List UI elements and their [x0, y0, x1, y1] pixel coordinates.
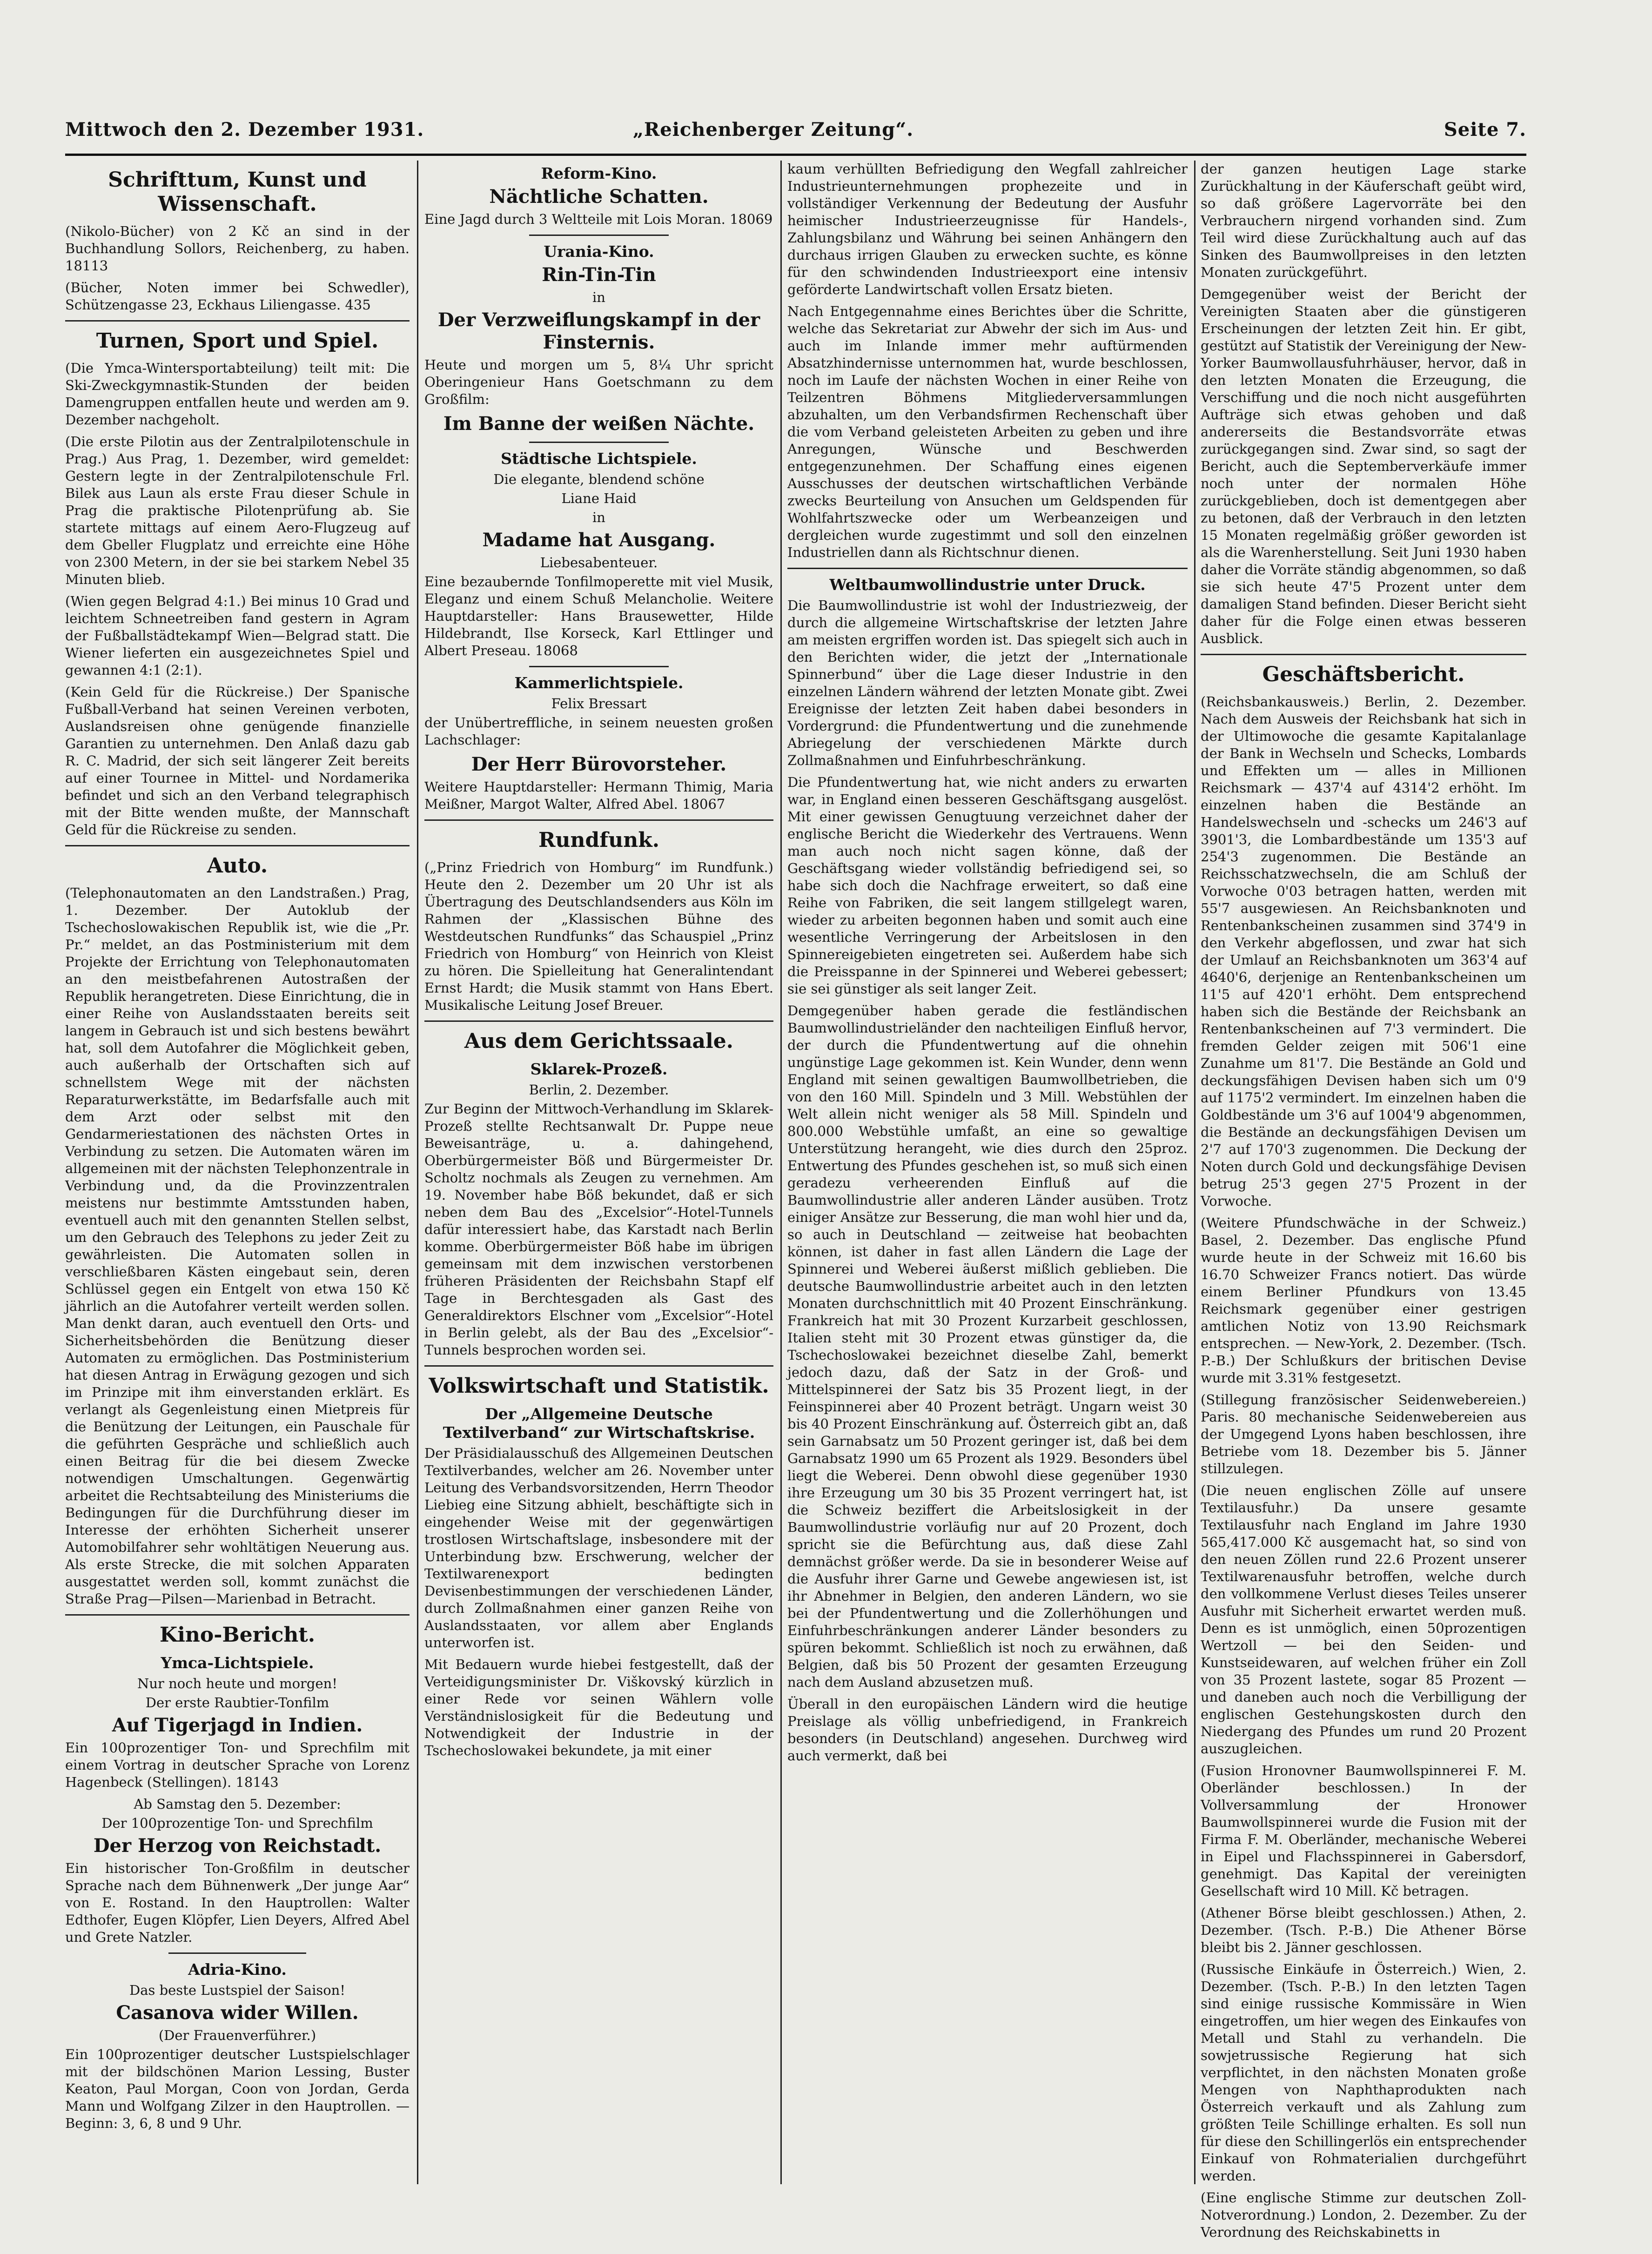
article-paragraph: (Die Ymca-Wintersportabteilung) teilt mit: Die Ski-Zweckgymnastik-Stunden der beiden Damengruppen entfallen heute und werden am 9. Dezember nachgeholt.	[65, 360, 410, 428]
divider	[424, 1020, 773, 1022]
cinema-name: Ymca-Lichtspiele.	[161, 1654, 314, 1672]
film-title: Im Banne der weißen Nächte.	[443, 413, 755, 435]
article-paragraph: Heute und morgen um 5, 8¼ Uhr spricht Oberingenieur Hans Goetschmann zu dem Großfilm:	[424, 357, 773, 407]
cinema-name: Städtische Lichtspiele.	[501, 449, 697, 468]
notice-line: Die elegante, blendend schöne	[493, 471, 705, 487]
article-paragraph: (Wien gegen Belgrad 4:1.) Bei minus 10 Grad und leichtem Schneetreiben fand gestern in Agram der Fußballstädtekampf Wien—Belgrad statt. Die Wiener lieferten ein ausgezeichnetes Spiel und gewannen 4:1 (2:1).	[65, 593, 410, 678]
notice-line: Liebesabenteuer.	[540, 555, 658, 570]
notice-line: (Der Frauenverführer.)	[158, 2027, 316, 2043]
article-paragraph: Demgegenüber haben gerade die festländischen Baumwollindustrieländer den nachteiligen Einfluß hervor, der durch die Pfundentwertung auf die ohnehin ungünstige Lage gekommen ist. Kein Wunder, denn wenn England mit seinen gewaltigen Baumwollbetrieben, die von den 160 Mill. Spindeln und 3 Mill. Webstühlen der Welt allein nicht weniger als 58 Mill. Spindeln und 800.000 Webstühle umfaßt, an eine so gewaltige Unterstützung herangeht, wie dies durch den 25proz. Entwertung des Pfundes geschehen ist, so muß sich einen geradezu verheerenden Einfluß auf die Baumwollindustrie aller anderen Länder ausüben. Trotz einiger Ansätze zur Besserung, die man wohl hier und da, so auch in Deutschland — zeitweise hat beobachten können, ist daher in fast allen Ländern die Lage der Spinnerei und Weberei äußerst mißlich geblieben. Die deutsche Baumwollindustrie arbeitet auch in den letzten Monaten durchschnittlich mit 40 Prozent Einschränkung. Frankreich hat mit 30 Prozent Kurzarbeit geschlossen, Italien steht mit 30 Prozent etwas günstiger da, die Tschechoslowakei bezeichnet dieselbe Zahl, bemerkt jedoch dazu, daß der Satz in der Groß- und Mittelspinnerei der Satz bis 35 Prozent liegt, in der Feinspinnerei aber 40 Prozent beträgt. Ungarn weist 30 bis 40 Prozent Einschränkung auf. Österreich gibt an, daß sein Garnabsatz um 50 Prozent geringer ist, daß bei dem Garnabsatz 1990 um 65 Prozent als 1929. Besonders übel liegt die Weberei. Denn obwohl diese gegenüber 1930 ihre Erzeugung um 30 bis 35 Prozent verringert hat, ist die Schweiz beziffert die Arbeitslosigkeit in der Baumwollindustrie vorläufig nur auf 20 Prozent, doch spricht sie die Befürchtung aus, daß diese Zahl demnächst größer werde. Da sie in besonderer Weise auf die Ausfuhr ihrer Garne und Gewebe angewiesen ist, ist ihr Abnehmer in Belgien, den anderen Ländern, wo sie bei der Pfundentwertung und die Zollerhöhungen und Einfuhrbeschränkungen anderer Länder besonders zu spüren bekommt. Schließlich ist noch zu erwähnen, daß Belgien, daß bis 50 Prozent der gesamten Erzeugung nach dem Ausland abzusetzen muß.	[787, 1003, 1188, 1690]
film-title: Madame hat Ausgang.	[482, 529, 716, 551]
cinema-name: Adria-Kino.	[188, 1960, 287, 1979]
article-paragraph: Überall in den europäischen Ländern wird die heutige Preislage als völlig unbefriedigend, in Frankreich besonders (in Deutschland) angesehen. Durchweg wird auch vermerkt, daß bei	[787, 1696, 1188, 1764]
film-title: Casanova wider Willen.	[116, 2002, 359, 2024]
cinema-name: Urania-Kino.	[544, 242, 654, 261]
article-paragraph: (Fusion Hronovner Baumwollspinnerei F. M. Oberländer beschlossen.) In der Vollversammlung der Hronower Baumwollspinnerei wurde die Fusion mit der Firma F. M. Oberländer, mechanische Weberei in Eipel und Flachsspinnerei in Gabersdorf, genehmigt. Das Kapital der vereinigten Gesellschaft wird 10 Mill. Kč betragen.	[1201, 1763, 1526, 1899]
divider	[168, 1952, 306, 1954]
article-paragraph: (Nikolo-Bücher) von 2 Kč an sind in der Buchhandlung Sollors, Reichenberg, zu haben. 18113	[65, 223, 410, 274]
column-rule	[780, 161, 782, 2184]
article-paragraph: (Russische Einkäufe in Österreich.) Wien, 2. Dezember. (Tsch. P.-B.) In den letzten Tagen sind einige russische Kommissäre in Wien eingetroffen, um hier wegen des Einkaufes von Metall und Stahl zu verhandeln. Die sowjetrussische Regierung hat sich verpflichtet, in den nächsten Monaten große Mengen von Naphthaprodukten nach Österreich verkauft und als Zahlung zum größten Teile Schillinge erhalten. Es soll nun für diese den Schillingerlös ein entsprechender Einkauf von Rohmaterialien durchgeführt werden.	[1201, 1961, 1527, 2184]
notice-line: Ab Samstag den 5. Dezember:	[134, 1796, 341, 1812]
article-paragraph: (Eine englische Stimme zur deutschen Zoll-Notverordnung.) London, 2. Dezember. Zu der Verordnung des Reichskabinetts in	[1201, 2190, 1526, 2240]
column-2	[424, 161, 773, 2184]
article-paragraph: Mit Bedauern wurde hiebei festgestellt, daß der Verteidigungsminister Dr. Viškovský kürzlich in einer Rede vor seinen Wählern volle Verständnislosigkeit für die Bedeutung und Notwendigkeit der Industrie in der Tschechoslowakei bekundete, ja mit einer	[424, 1657, 773, 1758]
notice-line: Das beste Lustspiel der Saison!	[129, 1982, 346, 1998]
article-paragraph: (Weitere Pfundschwäche in der Schweiz.) Basel, 2. Dezember. Das englische Pfund wurde heute in der Schweiz mit 16.60 bis 16.70 Schweizer Francs notiert. Das würde einem Berliner Pfundkurs von 13.45 Reichsmark gegenüber einer gestrigen amtlichen Notiz von 13.90 Reichsmark entsprechen. — New-York, 2. Dezember. (Tsch. P.-B.) Der Schlußkurs der britischen Devise wurde mit 3.31% festgesetzt.	[1201, 1215, 1526, 1386]
film-title: Der Verzweiflungskampf in der Finsternis.	[437, 309, 760, 353]
article-paragraph: Zur Beginn der Mittwoch-Verhandlung im Sklarek-Prozeß stellte Rechtsanwalt Dr. Puppe neue Beweisanträge, u. a. dahingehend, Oberbürgermeister Böß und Bürgermeister Dr. Scholtz nochmals als Zeugen zu vernehmen. Am 19. November habe Böß bekundet, daß er sich neben dem Bau des „Excelsior“-Hotel-Tunnels dafür interessiert habe, das Karstadt nach Berlin komme. Oberbürgermeister Böß habe im übrigen gemeinsam mit dem inzwischen verstorbenen früheren Präsidenten der Reichsbahn Stapf elf Tage in Berchtesgaden als Gast des Generaldirektors Elschner vom „Excelsior“-Hotel in Berlin gelebt, als der Bau des „Excelsior“-Tunnels besprochen worden sei.	[424, 1101, 773, 1358]
divider	[529, 442, 669, 443]
divider	[65, 1614, 410, 1616]
divider	[1201, 654, 1526, 655]
film-title: Nächtliche Schatten.	[489, 186, 709, 208]
header-page-number: Seite 7.	[1444, 119, 1526, 141]
notice-line: Der erste Raubtier-Tonfilm	[145, 1695, 329, 1711]
article-paragraph: Die Baumwollindustrie ist wohl der Industriezweig, der durch die allgemeine Wirtschaftskrise der letzten Jahre am meisten ergriffen worden ist. Das spiegelt sich auch in den Berichten wider, die jetzt der „Internationale Spinnerbund“ über die Lage dieser Industrie in den einzelnen Ländern während der letzten Monate gibt. Zwei Ereignisse der letzten Zeit haben dabei besonders in Vordergrund: die Pfundentwertung und die zunehmende Abriegelung der verschiedenen Märkte durch Zollmaßnahmen und Einfuhrbeschränkung.	[787, 597, 1188, 768]
section-title: Schrifttum, Kunst und Wissenschaft.	[108, 168, 367, 216]
column-rule	[417, 161, 418, 2184]
section-title: Auto.	[207, 854, 268, 878]
article-paragraph: kaum verhüllten Befriedigung den Wegfall zahlreicher Industrieunternehmungen prophezeite und in vollständiger Verkennung der Bedeutung der Ausfuhr heimischer Industrieerzeugnisse für Handels-, Zahlungsbilanz und Währung bei seinen Anhängern den durchaus irrigen Glauben zu erwecken suchte, es könne für den schwindenden Industrieexport eine intensiv geförderte Landwirtschaft vollen Ersatz bieten.	[787, 161, 1188, 297]
article-paragraph: (Die neuen englischen Zölle auf unsere Textilausfuhr.) Da unsere gesamte Textilausfuhr nach England im Jahre 1930 565,417.000 Kč ausgemacht hat, so sind von den neuen Zöllen rund 22.6 Prozent unserer Textilwarenausfuhr betroffen, welche durch den vollkommene Verlust dieses Teiles unserer Ausfuhr mit Sicherheit erwartet werden muß. Denn es ist unmöglich, einen 50prozentigen Wertzoll — bei den Seiden- und Kunstseidewaren, auf welchen früher ein Zoll von 35 Prozent lastete, sogar 85 Prozent — und daneben auch noch die Verbilligung der englischen Gestehungskosten durch den Niedergang des Pfundes um rund 20 Prozent auszugleichen.	[1201, 1483, 1526, 1757]
section-title: Turnen, Sport und Spiel.	[96, 329, 379, 353]
notice-line: Liane Haid	[561, 490, 637, 506]
article-paragraph: Die Pfundentwertung hat, wie nicht anders zu erwarten war, in England einen besseren Geschäftsgang ausgelöst. Mit einer gewissen Genugtuung verzeichnet daher der englische Bericht die Wiederkehr des Vertrauens. Wenn man auch noch nicht sagen könne, daß der Geschäftsgang wieder vollständig befriedigend sei, so habe sich doch die Nachfrage erweitert, so daß eine Reihe von Fabriken, die seit langem stillgelegt waren, wieder zu arbeiten begonnen haben und somit auch eine wesentliche Verringerung der Arbeitslosen in den Spinnereigebieten eingetreten sei. Außerdem habe sich die Preisspanne in der Spinnerei und Weberei gebessert; sie sei günstiger als seit langer Zeit.	[787, 774, 1188, 997]
notice-line: in	[592, 510, 605, 525]
notice-line: Der 100prozentige Ton- und Sprechfilm	[101, 1815, 373, 1831]
article-title: Weltbaumwollindustrie unter Druck.	[829, 576, 1146, 594]
section-title: Geschäftsbericht.	[1262, 663, 1465, 686]
article-paragraph: Ein 100prozentiger deutscher Lustspielschlager mit der bildschönen Marion Lessing, Buster Keaton, Paul Morgan, Coon von Jordan, Gerda Mann und Wolfgang Zilzer in den Hauptrollen. — Beginn: 3, 6, 8 und 9 Uhr.	[65, 2046, 410, 2131]
column-rule	[1194, 161, 1195, 2184]
article-paragraph: Der Präsidialausschuß des Allgemeinen Deutschen Textilverbandes, welcher am 26. November unter Leitung des Verbandsvorsitzenden, Herrn Theodor Liebieg eine Sitzung abhielt, beschäftigte sich in eingehender Weise mit der gegenwärtigen trostlosen Wirtschaftslage, insbesondere mit der Unterbindung bzw. Erschwerung, welcher der Textilwarenexport bedingten Devisenbestimmungen der verschiedenen Länder, durch Zollmaßnahmen einer ganzen Reihe von Auslandsstaaten, vor allem aber Englands unterworfen ist.	[424, 1445, 773, 1650]
section-title: Aus dem Gerichtssaale.	[464, 1029, 733, 1053]
divider	[65, 845, 410, 846]
article-subtitle: Sklarek-Prozeß.	[530, 1060, 668, 1078]
divider	[424, 1365, 773, 1367]
cinema-name: Kammerlichtspiele.	[514, 674, 684, 692]
section-title: Rundfunk.	[538, 828, 660, 852]
header-date: Mittwoch den 2. Dezember 1931.	[65, 119, 424, 141]
article-paragraph: Ein historischer Ton-Großfilm in deutscher Sprache nach dem Bühnenwerk „Der junge Aar“ von E. Rostand. In den Hauptrollen: Walter Edthofer, Eugen Klöpfer, Lien Deyers, Alfred Abel und Grete Natzler.	[65, 1860, 410, 1945]
notice-line: in	[592, 289, 605, 305]
article-paragraph: der ganzen heutigen Lage starke Zurückhaltung in der Käuferschaft geübt wird, so daß größere Lagervorräte bei den Verbrauchern nirgend vorhanden sind. Zum Teil wird diese Zurückhaltung auch auf das Sinken des Baumwollpreises in den letzten Monaten zurückgeführt.	[1201, 161, 1526, 280]
divider	[424, 819, 773, 821]
film-title: Der Herr Bürovorsteher.	[471, 753, 727, 775]
article-paragraph: Demgegenüber weist der Bericht der Vereinigten Staaten aber die günstigeren Erscheinungen der letzten Zeit hin. Er gibt, gestützt auf Statistik der Vereinigung der New-Yorker Baumwollausfuhrhäuser, hervor, daß in den letzten Monaten die Erzeugung, die Verschiffung und die noch nicht ausgeführten Aufträge sich etwas gehoben und daß andererseits die Bestandsvorräte etwas zurückgegangen sind. Zwar sind, so sagt der Bericht, auch die Septemberverkäufe immer noch unter der normalen Höhe zurückgeblieben, doch ist dementgegen aber zu betonen, daß der Verbrauch in den letzten 15 Monaten regelmäßig größer geworden ist als die Warenherstellung. Seit Juni 1930 haben daher die Vorräte ständig abgenommen, so daß sie sich heute 47'5 Prozent unter dem damaligen Stand befinden. Dieser Bericht sieht daher für die Folge einen etwas besseren Ausblick.	[1201, 286, 1526, 646]
cinema-name: Reform-Kino.	[541, 164, 657, 182]
article-paragraph: Ein 100prozentiger Ton- und Sprechfilm mit einem Vortrag in deutscher Sprache von Lorenz Hagenbeck (Stellingen). 18143	[65, 1740, 410, 1790]
section-title: Volkswirtschaft und Statistik.	[429, 1374, 769, 1398]
article-subtitle: Der „Allgemeine Deutsche Textilverband“ zur Wirtschaftskrise.	[443, 1405, 755, 1442]
divider	[529, 666, 669, 667]
article-paragraph: („Prinz Friedrich von Homburg“ im Rundfunk.) Heute den 2. Dezember um 20 Uhr ist als Übertragung des Deutschlandsenders aus Köln im Rahmen der „Klassischen Bühne des Westdeutschen Rundfunks“ das Schauspiel „Prinz Friedrich von Homburg“ von Heinrich von Kleist zu hören. Die Spielleitung hat Generalintendant Ernst Hardt; die Musik stammt von Hans Ebert. Musikalische Leitung Josef Breuer.	[424, 859, 773, 1013]
header-rule	[65, 154, 1526, 156]
section-title: Kino-Bericht.	[159, 1623, 316, 1647]
article-paragraph: (Bücher, Noten immer bei Schwedler), Schützengasse 23, Eckhaus Liliengasse. 435	[65, 280, 410, 313]
column-4	[1201, 161, 1527, 2240]
article-paragraph: (Kein Geld für die Rückreise.) Der Spanische Fußball-Verband hat seinen Vereinen verboten, Auslandsreisen ohne genügende finanzielle Garantien zu unternehmen. Den Anlaß dazu gab R. C. Madrid, der sich seit längerer Zeit bereits auf einer Tournee in Mittel- und Nordamerika befindet und sich an den Verband telegraphisch mit der Bitte wenden mußte, der Mannschaft Geld für die Rückreise zu senden.	[65, 684, 410, 838]
page-header	[65, 119, 1526, 147]
article-paragraph: (Telephonautomaten an den Landstraßen.) Prag, 1. Dezember. Der Autoklub der Tschechoslowakischen Republik ist, wie die „Pr. Pr.“ meldet, an das Postministerium mit dem Projekte der Errichtung von Telephonautomaten an den meistbefahrenen Autostraßen der Republik herangetreten. Diese Einrichtung, die in einer Reihe von Auslandsstaaten bereits seit langem in Gebrauch ist und sich bestens bewährt hat, soll dem Autofahrer die Möglichkeit geben, auch außerhalb der Ortschaften sich auf schnellstem Wege mit der nächsten Reparaturwerkstätte, im Bedarfsfalle auch mit dem Arzt oder selbst mit den Gendarmeriestationen des nächsten Ortes in Verbindung zu setzen. Die Automaten wären im allgemeinen mit der nächsten Telephonzentrale in Verbindung und, da die Provinzzentralen meistens nur bestimmte Amtsstunden haben, eventuell auch mit den genannten Stellen selbst, um den Gebrauch des Telephons zu jeder Zeit zu gewährleisten. Die Automaten sollen in verschließbaren Kästen eingebaut sein, deren Schlüssel gegen ein Entgelt von etwa 150 Kč jährlich an die Autofahrer verteilt werden sollen. Man denkt daran, auch eventuell den Orts- und Sicherheitsbehörden die Benützung dieser Automaten zu ermöglichen. Das Postministerium hat diesen Antrag in Erwägung gezogen und sich im Prinzipe mit ihm einverstanden erklärt. Es verlangt als Gegenleistung einen Mietpreis für die Benützung der Leitungen, ein Pauschale für die geführten Gespräche und schließlich auch einen Beitrag für die bei diesem Zwecke notwendigen Umschaltungen. Gegenwärtig arbeitet die Rechtsabteilung des Ministeriums die Bedingungen für die Durchführung dieser im Interesse der erhöhten Sicherheit unserer Automobilfahrer sehr wohltätigen Neuerung aus. Als erste Strecke, die mit solchen Apparaten ausgestattet werden soll, kommt zunächst die Straße Prag—Pilsen—Marienbad in Betracht.	[65, 885, 410, 1607]
article-paragraph: Weitere Hauptdarsteller: Hermann Thimig, Maria Meißner, Margot Walter, Alfred Abel. 18067	[424, 779, 773, 812]
article-paragraph: Nach Entgegennahme eines Berichtes über die Schritte, welche das Sekretariat zur Abwehr der sich im Aus- und auch im Inlande immer mehr auftürmenden Absatzhindernisse unternommen hat, wurde beschlossen, noch im Laufe der nächsten Wochen in einer Reihe von Teilzentren Böhmens Mitgliederversammlungen abzuhalten, um den Verbandsfirmen Rechenschaft über die vom Verband geleisteten Arbeiten zu geben und ihre Anregungen, Wünsche und Beschwerden entgegenzunehmen. Der Schaffung eines eigenen Ausschusses der deutschen wirtschaftlichen Verbände zwecks Beurteilung von Ansuchen um Geldspenden für Wohlfahrtszwecke oder um Werbeanzeigen und dergleichen wurde zugestimmt und soll den einzelnen Industriellen dann als Richtschnur dienen.	[787, 303, 1188, 560]
article-paragraph: (Reichsbankausweis.) Berlin, 2. Dezember. Nach dem Ausweis der Reichsbank hat sich in der Ultimowoche die gesamte Kapitalanlage der Bank in Wechseln und Schecks, Lombards und Effekten um — alles in Millionen Reichsmark — 437'4 auf 4314'2 erhöht. Im einzelnen haben die Bestände an Handelswechseln und -schecks um 246'3 auf 3901'3, die Lombardbestände um 135'3 auf 254'3 zugenommen. Die Bestände an Reichsschatzwechseln, die am Schluß der Vorwoche 0'03 betragen hatten, werden mit 55'7 ausgewiesen. An Reichsbanknoten und Rentenbankscheinen zusammen sind 374'9 in den Verkehr abgeflossen, und zwar hat sich der Umlauf an Reichsbanknoten um 363'4 auf 4640'6, derjenige an Rentenbankscheinen um 11'5 auf 420'1 erhöht. Dem entsprechend haben sich die Bestände der Reichsbank an Rentenbankscheinen auf 7'3 vermindert. Die fremden Gelder zeigen mit 506'1 eine Zunahme um 81'7. Die Bestände an Gold und deckungsfähigen Devisen haben sich um 0'9 auf 1175'2 vermindert. Im einzelnen haben die Goldbestände um 3'6 auf 1004'9 abgenommen, die Bestände an deckungsfähigen Devisen um 2'7 auf 170'3 zugenommen. Die Deckung der Noten durch Gold und deckungsfähige Devisen betrug 25'3 gegen 27'5 Prozent in der Vorwoche.	[1201, 694, 1526, 1209]
divider	[787, 568, 1188, 569]
column-3	[787, 161, 1188, 2184]
film-title: Der Herzog von Reichstadt.	[93, 1835, 382, 1857]
article-paragraph: Eine bezaubernde Tonfilmoperette mit viel Musik, Eleganz und einem Schuß Melancholie. Weitere Hauptdarsteller: Hans Brausewetter, Hilde Hildebrandt, Ilse Korseck, Karl Ettlinger und Albert Preseau. 18068	[424, 574, 773, 658]
film-title: Rin-Tin-Tin	[542, 264, 656, 286]
divider	[65, 320, 410, 322]
notice-line: Nur noch heute und morgen!	[137, 1676, 337, 1691]
article-paragraph: (Die erste Pilotin aus der Zentralpilotenschule in Prag.) Aus Prag, 1. Dezember, wird gemeldet: Gestern legte in der Zentralpilotenschule Frl. Bilek aus Laun als erste Frau dieser Schule in Prag die praktische Pilotenprüfung ab. Sie startete mittags auf einem Aero-Flugzeug auf dem Gbeller Flugplatz und erreichte eine Höhe von 2300 Metern, in der sie bei starkem Nebel 35 Minuten blieb.	[65, 434, 410, 587]
divider	[529, 235, 669, 236]
article-paragraph: Eine Jagd durch 3 Weltteile mit Lois Moran. 18069	[424, 211, 773, 227]
article-paragraph: (Athener Börse bleibt geschlossen.) Athen, 2. Dezember. (Tsch. P.-B.) Die Athener Börse bleibt bis 2. Jänner geschlossen.	[1201, 1905, 1526, 1955]
column-1	[65, 161, 410, 2184]
article-paragraph: der Unübertreffliche, in seinem neuesten großen Lachschlager:	[424, 715, 773, 748]
dateline: Berlin, 2. Dezember.	[529, 1082, 669, 1098]
article-paragraph: (Stillegung französischer Seidenwebereien.) Paris. 80 mechanische Seidenwebereien aus der Umgegend Lyons haben beschlossen, ihre Betriebe vom 18. Dezember bis 5. Jänner stillzulegen.	[1201, 1392, 1526, 1476]
notice-line: Felix Bressart	[551, 696, 647, 711]
film-title: Auf Tigerjagd in Indien.	[112, 1714, 363, 1736]
header-masthead: „Reichenberger Zeitung“.	[633, 119, 914, 141]
